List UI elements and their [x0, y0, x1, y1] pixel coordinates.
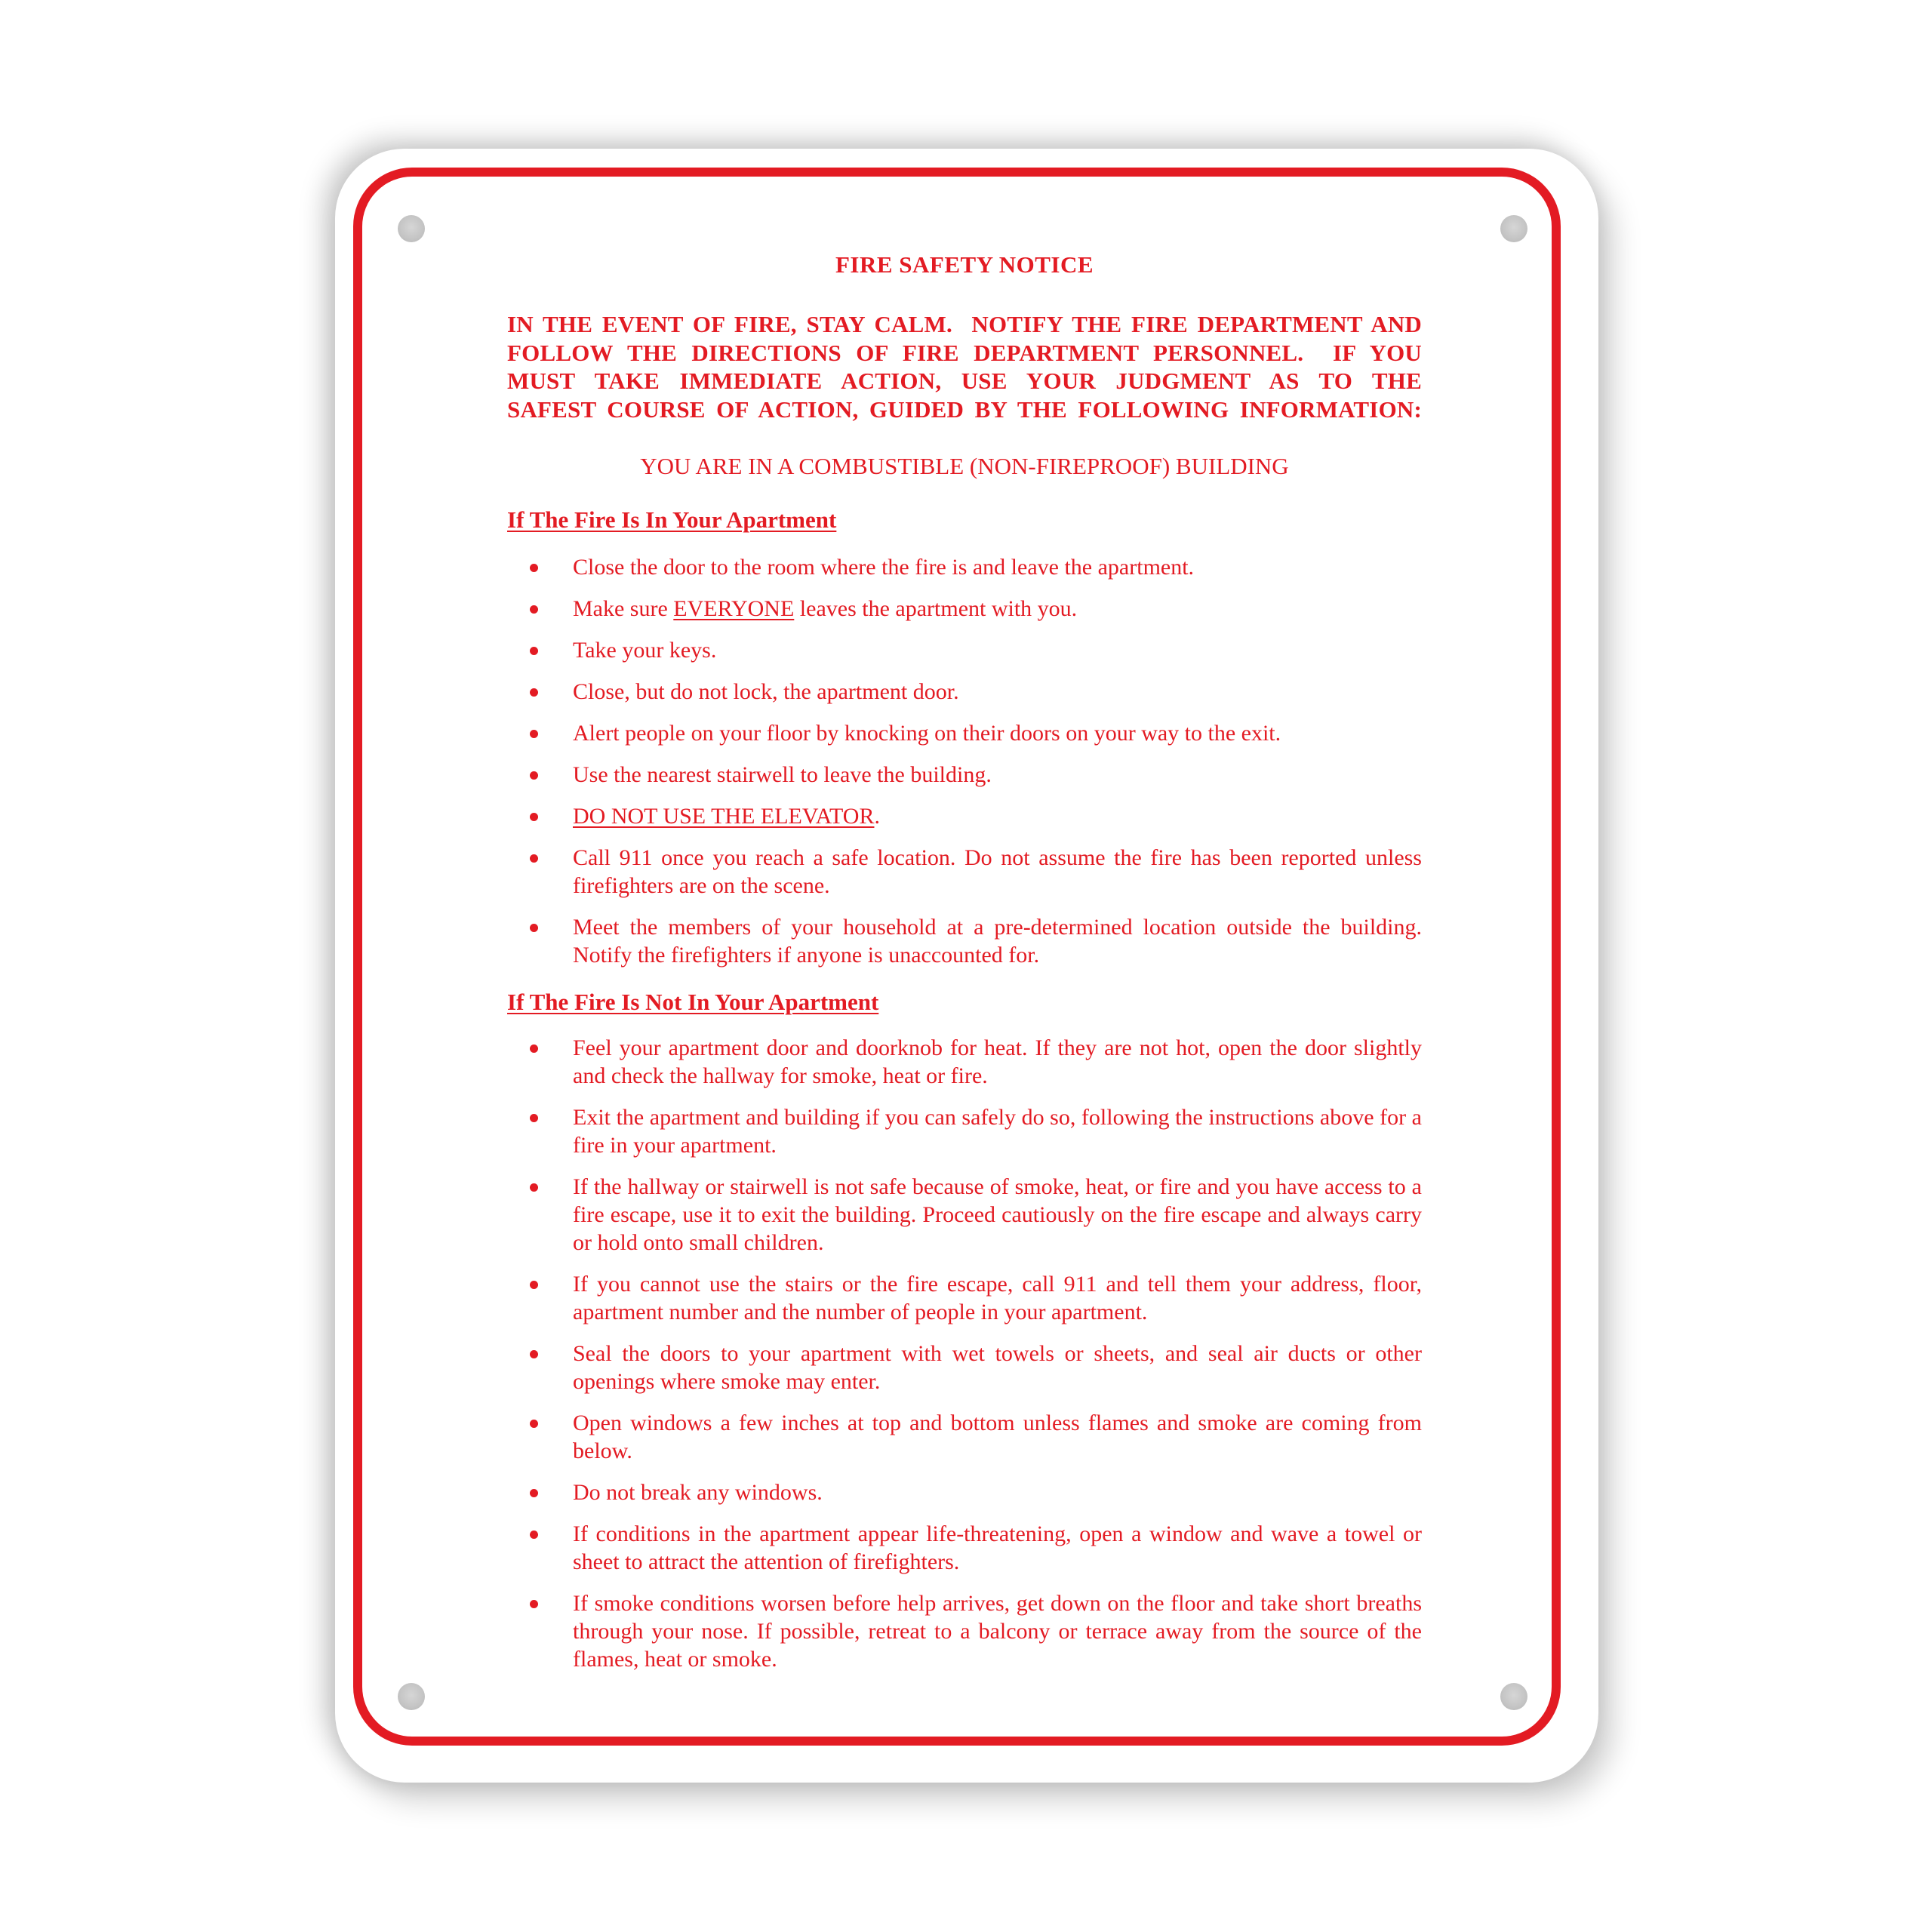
bullet-icon [530, 564, 538, 572]
list-item: Meet the members of your household at a pre-determined location outside the building. Notify the firefighters if anyone is unaccounted for. [507, 913, 1422, 969]
not-in-apartment-list [507, 1034, 1422, 1687]
sign-plate [335, 149, 1598, 1783]
list-item: Use the nearest stairwell to leave the building. [507, 761, 1422, 789]
list-item: Do not break any windows. [507, 1478, 1422, 1506]
bullet-icon [530, 1531, 538, 1539]
list-item: If the hallway or stairwell is not safe because of smoke, heat, or fire and you have access to a fire escape, use it to exit the building. Proceed cautiously on the fire escape and always carry or hold onto small children. [507, 1173, 1422, 1257]
mounting-hole-icon [1500, 1683, 1527, 1710]
bullet-icon [530, 605, 538, 614]
list-item: Seal the doors to your apartment with wet towels or sheets, and seal air ducts or other openings where smoke may enter. [507, 1340, 1422, 1395]
list-item: Close, but do not lock, the apartment door. [507, 678, 1422, 706]
building-type-notice: YOU ARE IN A COMBUSTIBLE (NON-FIREPROOF) BUILDING [640, 453, 1289, 479]
list-item: If conditions in the apartment appear life-threatening, open a window and wave a towel or sheet to attract the attention of firefighters. [507, 1520, 1422, 1576]
list-item: If you cannot use the stairs or the fire escape, call 911 and tell them your address, floor, apartment number and the number of people in your apartment. [507, 1270, 1422, 1326]
mounting-hole-icon [398, 215, 425, 242]
intro-line: IN THE EVENT OF FIRE, STAY CALM. NOTIFY THE FIRE DEPARTMENT AND [507, 311, 1422, 337]
list-item: Take your keys. [507, 636, 1422, 664]
emphasis-everyone: EVERYONE [673, 596, 795, 621]
bullet-icon [530, 924, 538, 932]
mounting-hole-icon [398, 1683, 425, 1710]
bullet-icon [530, 1281, 538, 1289]
intro-paragraph [507, 310, 1422, 423]
list-item: Close the door to the room where the fire is and leave the apartment. [507, 553, 1422, 581]
intro-line: SAFEST COURSE OF ACTION, GUIDED BY THE FOLLOWING INFORMATION: [507, 395, 1422, 423]
mounting-hole-icon [1500, 215, 1527, 242]
bullet-icon [530, 771, 538, 780]
bullet-icon [530, 1044, 538, 1053]
bullet-icon [530, 854, 538, 863]
list-item: Alert people on your floor by knocking on their doors on your way to the exit. [507, 719, 1422, 747]
in-apartment-list [507, 553, 1422, 983]
list-item: Exit the apartment and building if you can safely do so, following the instructions above for a fire in your apartment. [507, 1103, 1422, 1159]
list-item: DO NOT USE THE ELEVATOR. [507, 802, 1422, 830]
list-item: Make sure EVERYONE leaves the apartment with you. [507, 595, 1422, 623]
sign-title: FIRE SAFETY NOTICE [835, 251, 1094, 278]
intro-line: MUST TAKE IMMEDIATE ACTION, USE YOUR JUDGMENT AS TO THE [507, 368, 1422, 394]
bullet-icon [530, 813, 538, 821]
bullet-icon [530, 1183, 538, 1192]
bullet-icon [530, 688, 538, 697]
bullet-icon [530, 1350, 538, 1358]
intro-line: FOLLOW THE DIRECTIONS OF FIRE DEPARTMENT PERSONNEL. IF YOU [507, 339, 1422, 366]
list-item: Feel your apartment door and doorknob for heat. If they are not hot, open the door slightly and check the hallway for smoke, heat or fire. [507, 1034, 1422, 1090]
list-item: If smoke conditions worsen before help arrives, get down on the floor and take short breaths through your nose. If possible, retreat to a balcony or terrace away from the source of the flames, heat or smoke. [507, 1589, 1422, 1673]
bullet-icon [530, 1489, 538, 1497]
bullet-icon [530, 1420, 538, 1428]
emphasis-no-elevator: DO NOT USE THE ELEVATOR [573, 804, 875, 829]
bullet-icon [530, 647, 538, 655]
section-heading-not-in-apartment: If The Fire Is Not In Your Apartment [507, 989, 879, 1015]
bullet-icon [530, 1114, 538, 1122]
list-item: Call 911 once you reach a safe location. Do not assume the fire has been reported unless firefighters are on the scene. [507, 844, 1422, 900]
section-heading-in-apartment: If The Fire Is In Your Apartment [507, 506, 837, 533]
bullet-icon [530, 730, 538, 738]
list-item: Open windows a few inches at top and bottom unless flames and smoke are coming from below. [507, 1409, 1422, 1465]
bullet-icon [530, 1600, 538, 1608]
